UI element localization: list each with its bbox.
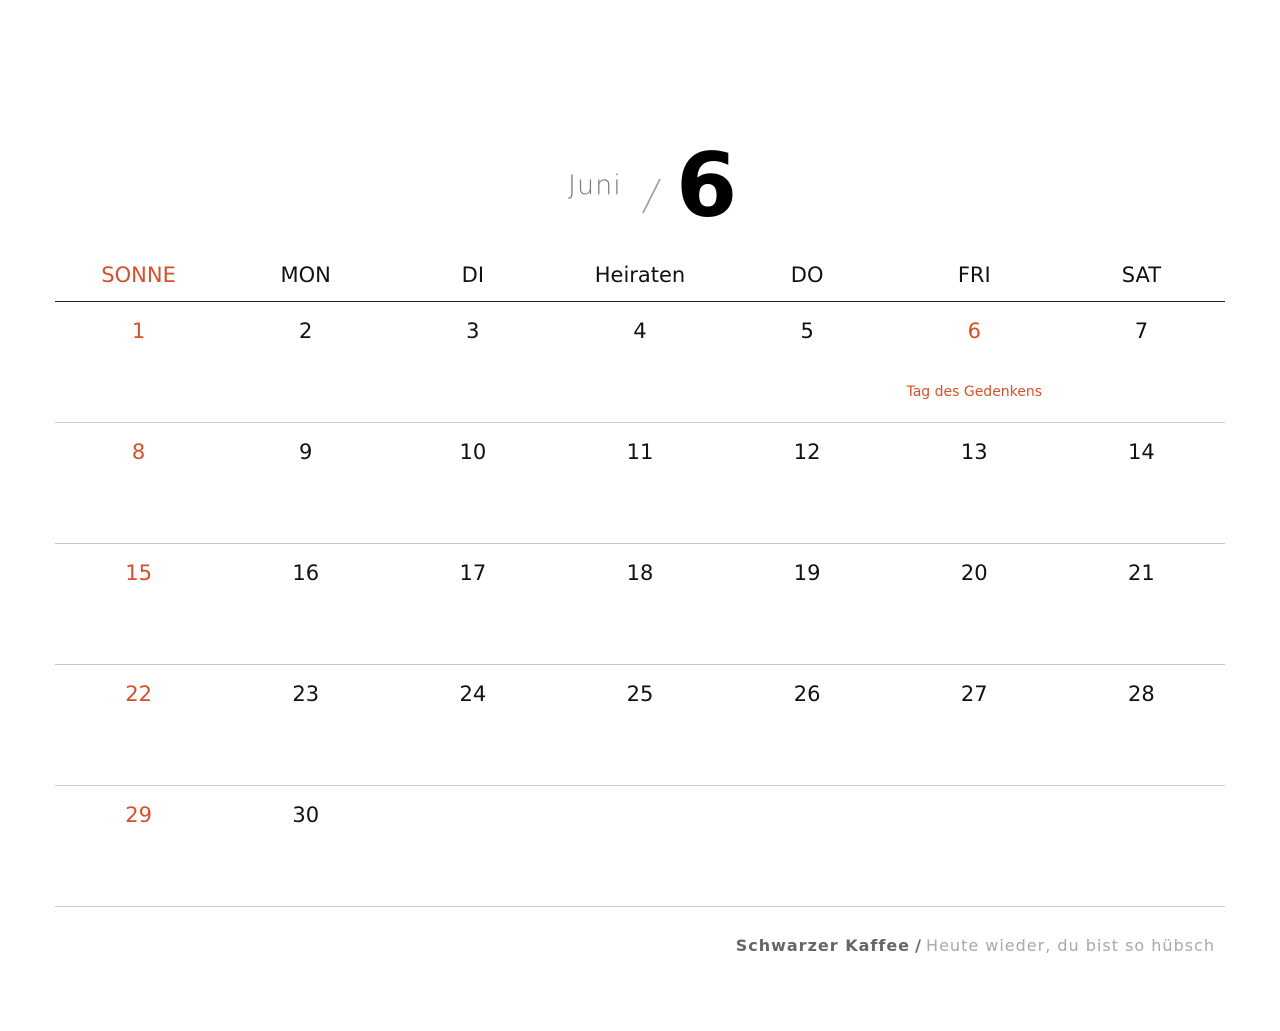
day-number: 17	[459, 561, 487, 585]
weekday-tuesday: DI	[461, 263, 485, 287]
day-cell[interactable]	[556, 423, 723, 543]
day-cell[interactable]	[1058, 544, 1225, 664]
day-number: 6	[967, 319, 981, 343]
weeks-container	[55, 302, 1225, 907]
week-row	[55, 302, 1225, 423]
day-cell	[891, 786, 1058, 906]
footer-separator: /	[915, 936, 921, 955]
weekday-sunday: SONNE	[101, 263, 176, 287]
day-number: 14	[1128, 440, 1155, 464]
day-number: 21	[1128, 561, 1155, 585]
day-number: 24	[459, 682, 487, 706]
day-number	[556, 786, 723, 803]
day-cell[interactable]	[389, 544, 556, 664]
day-number: 15	[125, 561, 152, 585]
weekday-friday: FRI	[957, 263, 991, 287]
holiday-note: Tag des Gedenkens	[906, 384, 1043, 400]
month-name: Juni	[568, 170, 622, 201]
weekday-wednesday: Heiraten	[594, 263, 686, 287]
day-cell[interactable]	[55, 423, 222, 543]
day-cell[interactable]	[55, 665, 222, 785]
day-cell[interactable]	[891, 665, 1058, 785]
day-number: 7	[1134, 319, 1149, 343]
footer-brand: Schwarzer Kaffee	[735, 936, 911, 955]
day-cell[interactable]	[891, 544, 1058, 664]
day-cell[interactable]	[389, 423, 556, 543]
day-cell	[556, 786, 723, 906]
day-cell[interactable]	[1058, 665, 1225, 785]
day-number: 20	[960, 561, 988, 585]
day-cell[interactable]	[1058, 302, 1225, 422]
day-number: 18	[626, 561, 654, 585]
weekday-header-row	[55, 250, 1225, 302]
day-number	[724, 786, 891, 803]
week-row	[55, 544, 1225, 665]
calendar-grid	[55, 250, 1225, 907]
week-row	[55, 786, 1225, 907]
day-number: 29	[125, 803, 152, 827]
day-number: 3	[466, 319, 480, 343]
day-cell[interactable]	[55, 544, 222, 664]
day-number: 12	[793, 440, 821, 464]
day-number: 26	[793, 682, 821, 706]
day-cell[interactable]	[724, 423, 891, 543]
week-row	[55, 665, 1225, 786]
day-number: 25	[626, 682, 654, 706]
day-number: 5	[800, 319, 814, 343]
day-cell[interactable]	[389, 302, 556, 422]
day-cell[interactable]	[1058, 423, 1225, 543]
day-cell[interactable]	[55, 786, 222, 906]
day-number: 28	[1128, 682, 1155, 706]
day-cell[interactable]	[556, 302, 723, 422]
day-cell[interactable]	[724, 665, 891, 785]
day-number: 16	[292, 561, 320, 585]
day-cell[interactable]	[724, 544, 891, 664]
day-cell[interactable]	[222, 302, 389, 422]
day-cell[interactable]	[222, 423, 389, 543]
day-cell[interactable]	[389, 665, 556, 785]
day-number: 13	[960, 440, 988, 464]
footer	[736, 936, 1215, 955]
day-number	[389, 786, 556, 803]
day-number: 9	[299, 440, 313, 464]
day-cell[interactable]	[55, 302, 222, 422]
weekday-thursday: DO	[790, 263, 824, 287]
day-number: 4	[633, 319, 647, 343]
day-cell[interactable]	[724, 302, 891, 422]
day-cell[interactable]	[891, 302, 1058, 422]
day-number	[891, 786, 1058, 803]
day-number: 23	[292, 682, 320, 706]
calendar-header	[0, 134, 1280, 240]
day-number: 2	[299, 319, 313, 343]
day-cell[interactable]	[891, 423, 1058, 543]
footer-tagline: Heute wieder, du bist so hübsch	[926, 936, 1215, 955]
week-row	[55, 423, 1225, 544]
weekday-saturday: SAT	[1121, 263, 1162, 287]
day-cell[interactable]	[222, 665, 389, 785]
slash-divider-icon	[640, 178, 662, 214]
weekday-monday: MON	[280, 263, 331, 287]
day-number: 10	[459, 440, 487, 464]
day-cell	[1058, 786, 1225, 906]
day-cell[interactable]	[556, 665, 723, 785]
day-number: 11	[626, 440, 654, 464]
month-number: 6	[676, 134, 738, 237]
day-cell[interactable]	[222, 544, 389, 664]
day-cell	[724, 786, 891, 906]
day-cell[interactable]	[222, 786, 389, 906]
day-number: 27	[960, 682, 988, 706]
day-number: 1	[131, 319, 146, 343]
day-number: 30	[292, 803, 320, 827]
day-cell[interactable]	[556, 544, 723, 664]
day-number	[1058, 786, 1225, 803]
day-number: 8	[131, 440, 146, 464]
day-number: 19	[793, 561, 821, 585]
day-number: 22	[125, 682, 152, 706]
day-cell	[389, 786, 556, 906]
